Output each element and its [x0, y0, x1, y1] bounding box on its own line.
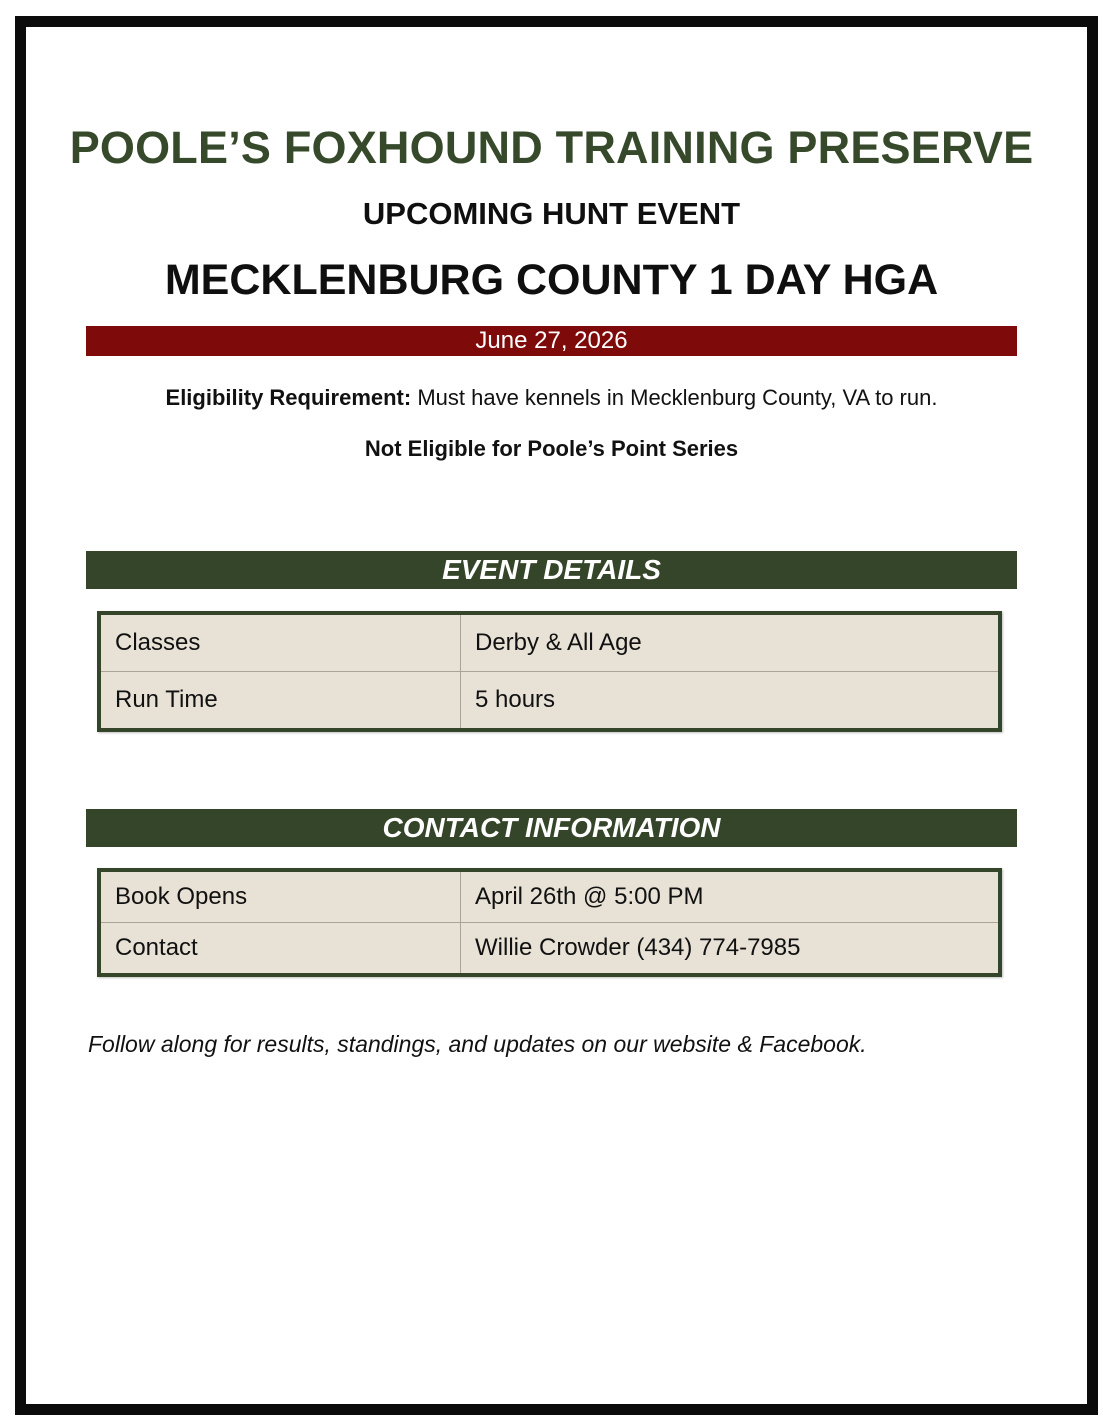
row-value-run-time: 5 hours: [461, 672, 1001, 731]
event-date: June 27, 2026: [475, 327, 628, 354]
row-value-book-opens: April 26th @ 5:00 PM: [461, 870, 1001, 923]
series-eligibility-note: Not Eligible for Poole’s Point Series: [364, 436, 739, 461]
eligibility-requirement: [0, 385, 1103, 411]
table-row: [99, 870, 1000, 923]
contact-information-heading: CONTACT INFORMATION: [86, 809, 1017, 847]
event-details-table: [97, 611, 1002, 732]
contact-information-table: [97, 868, 1002, 977]
table-row: [99, 613, 1000, 672]
footer-note: Follow along for results, standings, and updates on our website & Facebook.: [88, 1031, 867, 1057]
eligibility-text: Must have kennels in Mecklenburg County, VA to run.: [411, 385, 938, 410]
row-label-run-time: Run Time: [99, 672, 461, 731]
table-row: [99, 923, 1000, 976]
table-row: [99, 672, 1000, 731]
row-value-classes: Derby & All Age: [461, 613, 1001, 672]
event-name: MECKLENBURG COUNTY 1 DAY HGA: [164, 256, 939, 304]
organization-title: POOLE’S FOXHOUND TRAINING PRESERVE: [69, 122, 1034, 173]
event-kicker: UPCOMING HUNT EVENT: [362, 196, 741, 231]
row-label-book-opens: Book Opens: [99, 870, 461, 923]
row-value-contact: Willie Crowder (434) 774-7985: [461, 923, 1001, 976]
row-label-classes: Classes: [99, 613, 461, 672]
row-label-contact: Contact: [99, 923, 461, 976]
eligibility-label: Eligibility Requirement:: [165, 385, 412, 410]
event-details-heading: EVENT DETAILS: [86, 551, 1017, 589]
event-date-band: [86, 326, 1017, 356]
